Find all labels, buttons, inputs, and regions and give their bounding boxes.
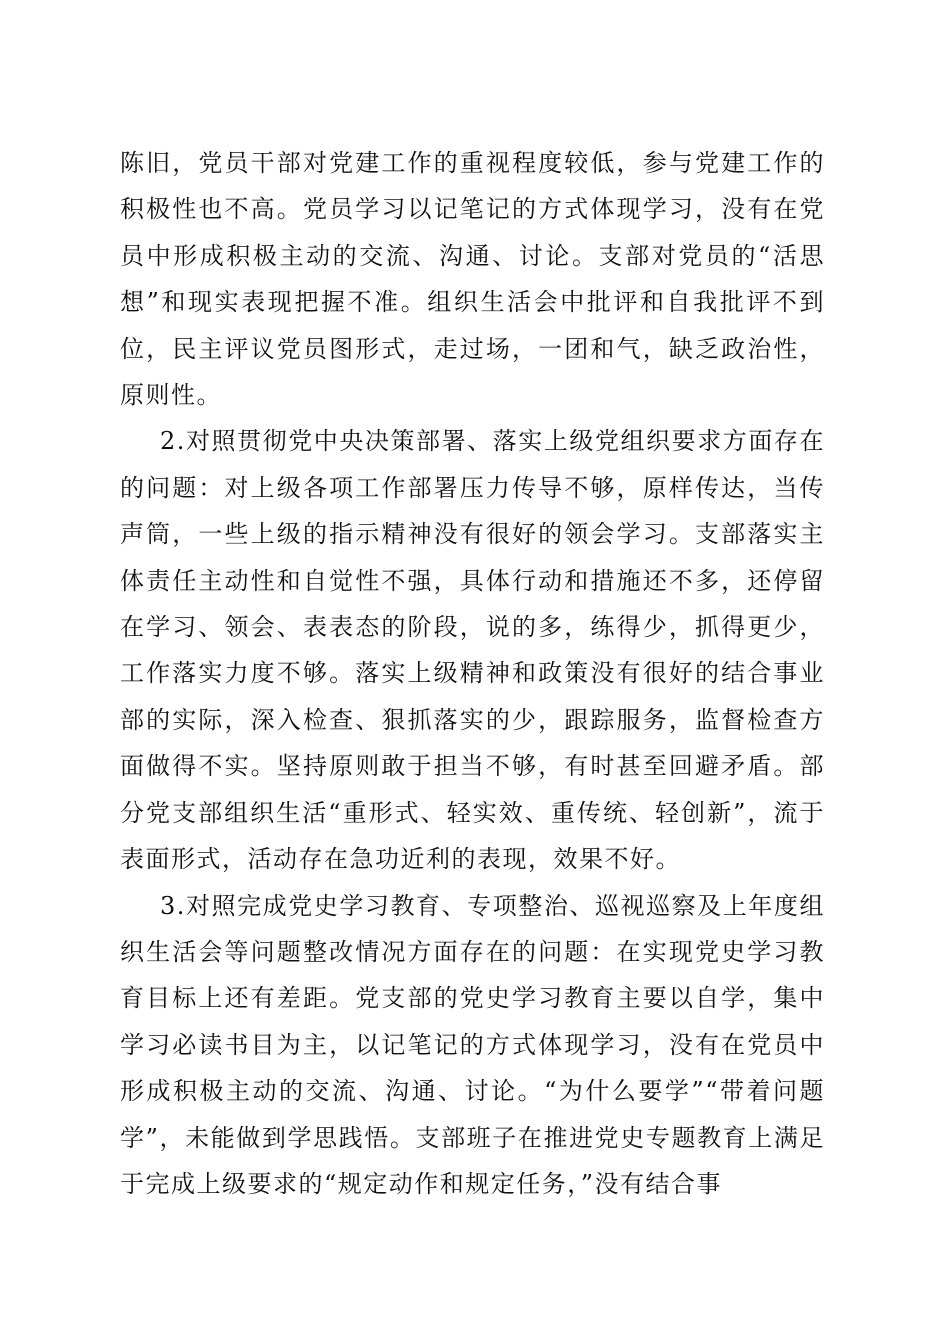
paragraph-item-3: 3.对照完成党史学习教育、专项整治、巡视巡察及上年度组织生活会等问题整改情况方面存在的问题：在实现党史学习教育目标上还有差距。党支部的党史学习教育主要以自学，集中学习必读书目为主，以记笔记的方式体现学习，没有在党员中形成积极主动的交流、沟通、讨论。“为什么要学”“带着问题学”，未能做到学思践悟。支部班子在推进党史专题教育上满足于完成上级要求的“规定动作和规定任务，”没有结合事 bbox=[120, 891, 825, 1198]
paragraph-continued: 陈旧，党员干部对党建工作的重视程度较低，参与党建工作的积极性也不高。党员学习以记笔记的方式体现学习，没有在党员中形成积极主动的交流、沟通、讨论。支部对党员的“活思想”和现实表现把握不准。组织生活会中批评和自我批评不到位，民主评议党员图形式，走过场，一团和气，缺乏政治性，原则性。 bbox=[120, 149, 825, 410]
paragraph-item-2: 2.对照贯彻党中央决策部署、落实上级党组织要求方面存在的问题：对上级各项工作部署压力传导不够，原样传达，当传声筒，一些上级的指示精神没有很好的领会学习。支部落实主体责任主动性和自觉性不强，具体行动和措施还不多，还停留在学习、领会、表表态的阶段，说的多，练得少，抓得更少，工作落实力度不够。落实上级精神和政策没有很好的结合事业部的实际，深入检查、狠抓落实的少，跟踪服务，监督检查方面做得不实。坚持原则敢于担当不够，有时甚至回避矛盾。部分党支部组织生活“重形式、轻实效、重传统、轻创新”，流于表面形式，活动存在急功近利的表现，效果不好。 bbox=[120, 427, 825, 874]
document-body bbox=[120, 140, 825, 1207]
